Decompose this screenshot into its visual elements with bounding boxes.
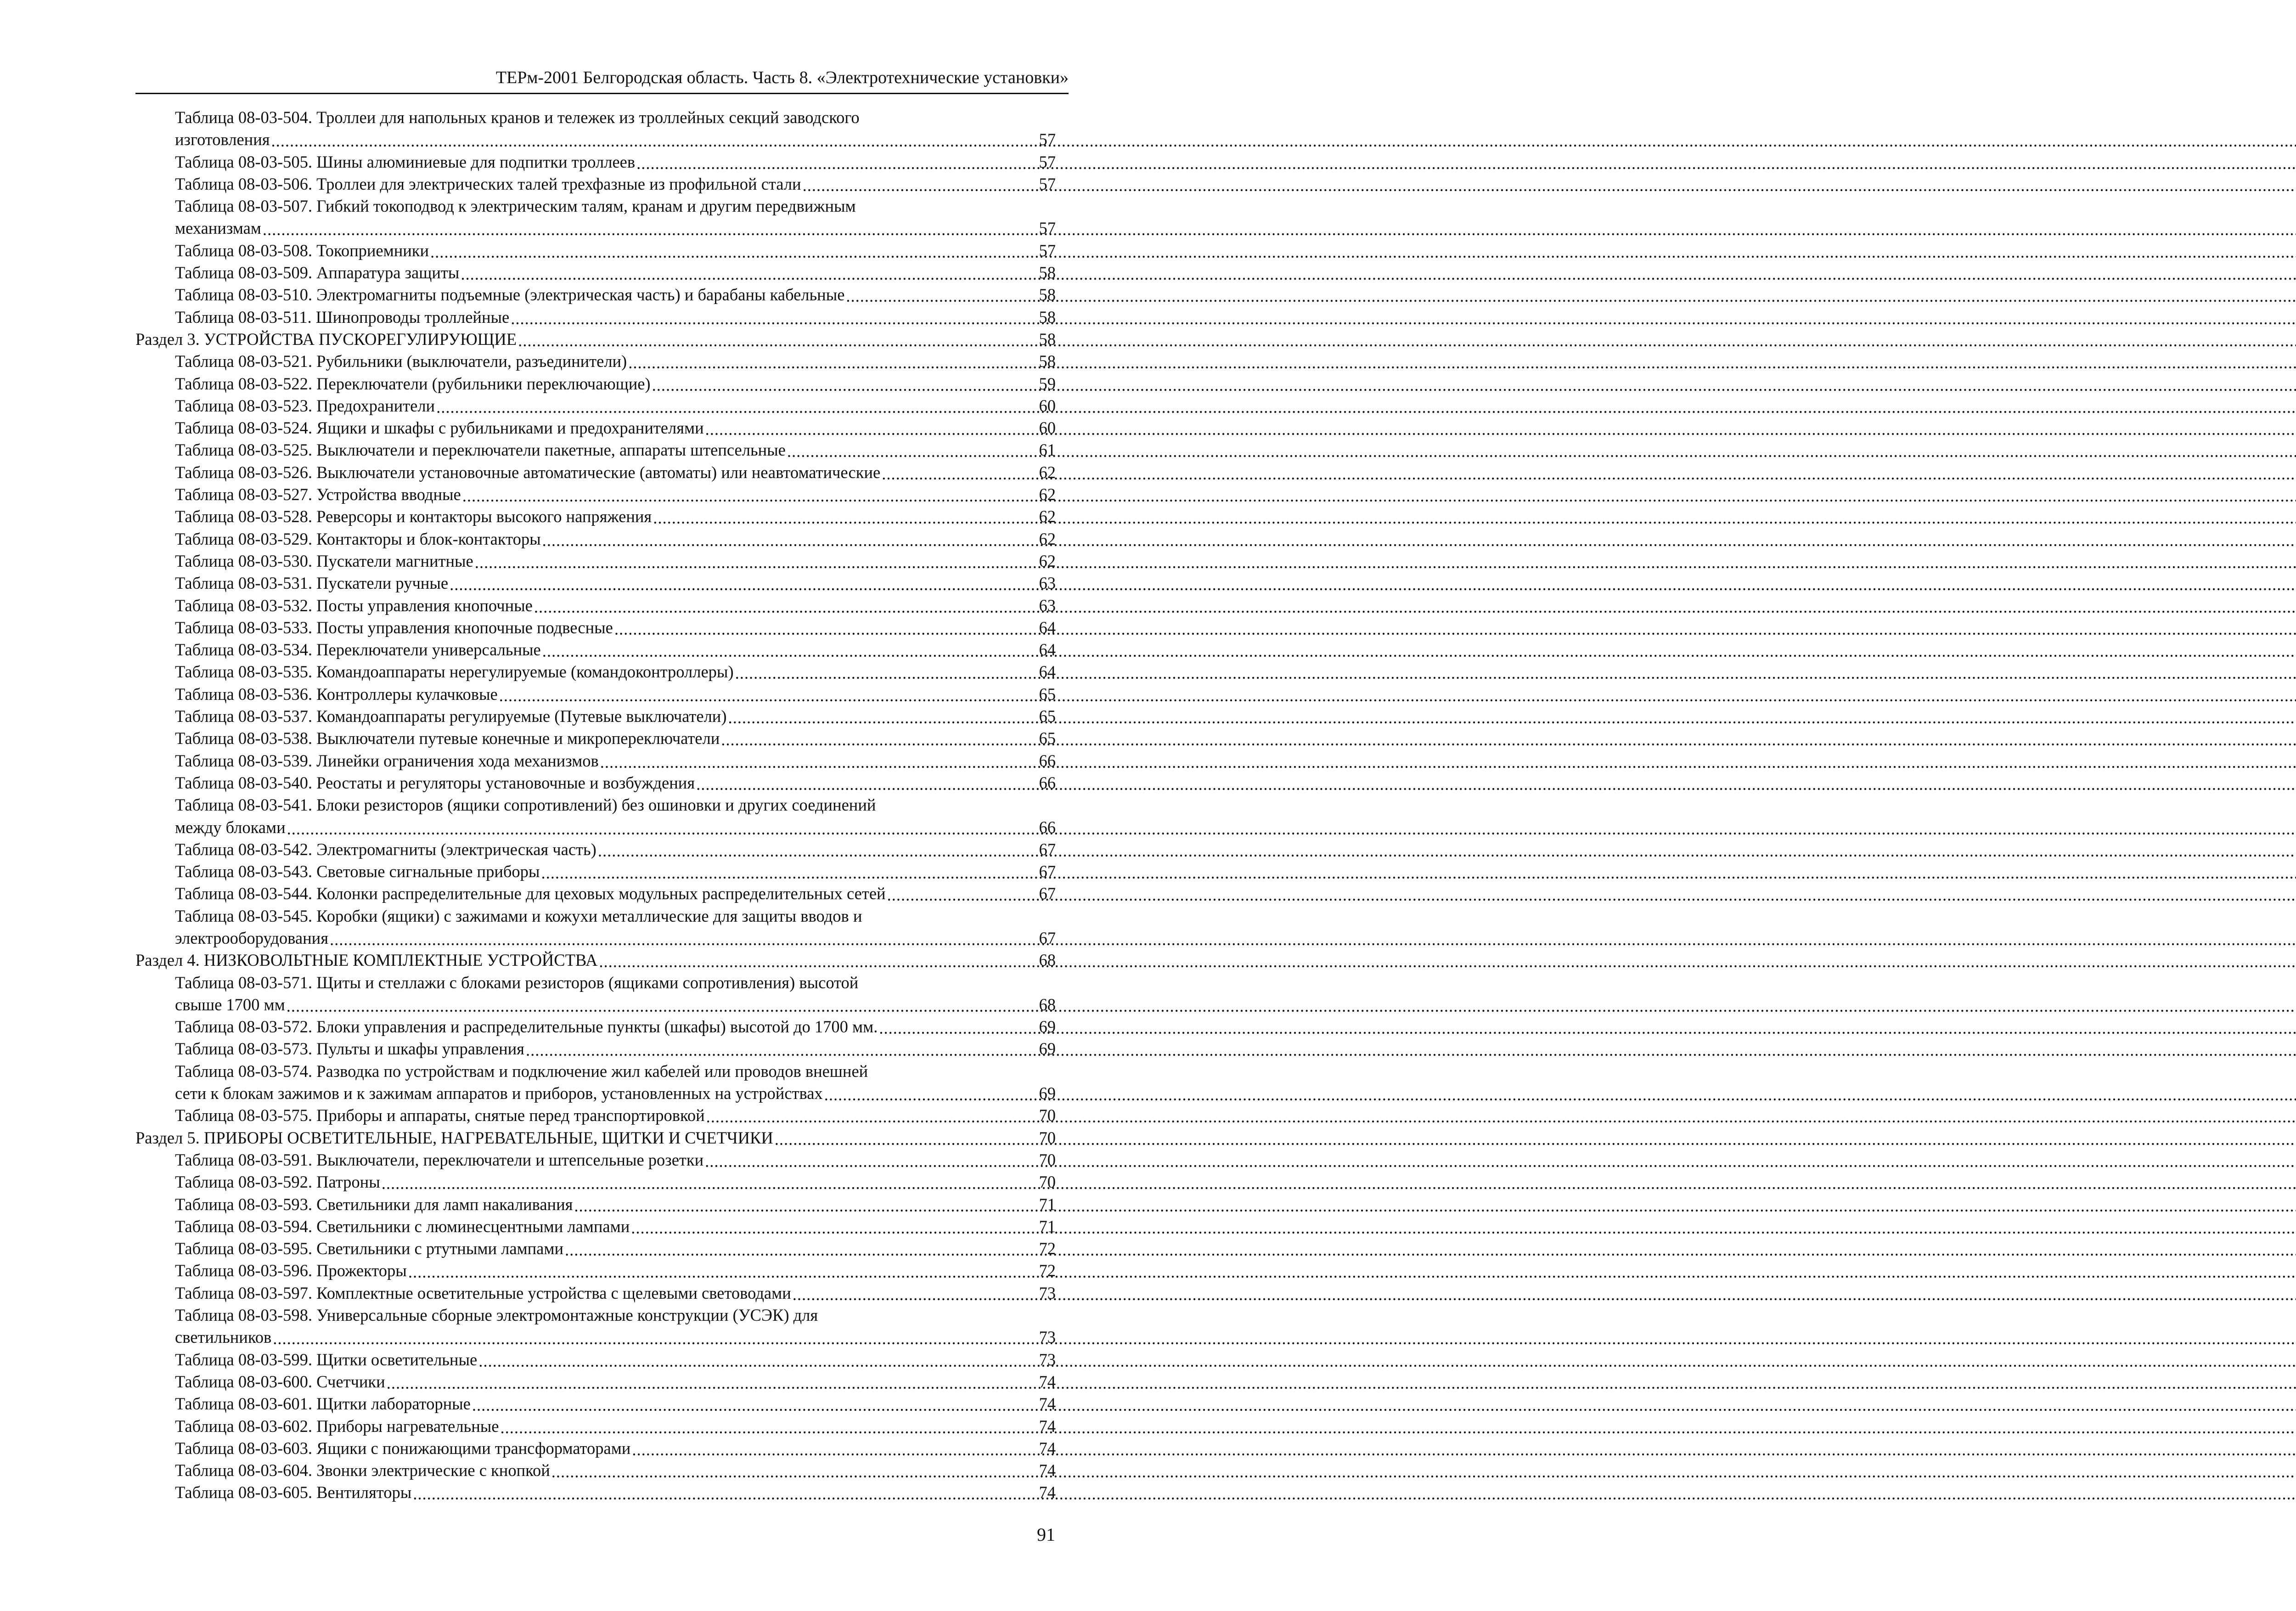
dot-leader	[387, 1372, 1038, 1389]
toc-entry-title: Раздел 4. НИЗКОВОЛЬТНЫЕ КОМПЛЕКТНЫЕ УСТРОЙСТВА	[135, 951, 598, 970]
toc-entry-continuation	[135, 817, 1056, 839]
toc-entry-page: 63	[1039, 596, 1056, 615]
toc-entry-title: Таблица 08-03-537. Командоаппараты регулируемые (Путевые выключатели)	[175, 707, 727, 726]
toc-table-entry	[135, 705, 1056, 727]
toc-entry-continuation	[135, 994, 1056, 1016]
toc-entry-continuation	[135, 927, 1056, 949]
dot-leader	[551, 1461, 1038, 1478]
dot-leader	[518, 330, 1037, 347]
dot-leader	[705, 1150, 1037, 1167]
toc-table-entry	[135, 550, 1056, 572]
dot-leader	[541, 862, 1037, 879]
toc-entry-page: 73	[1039, 1283, 1056, 1302]
toc-entry-page: 74	[1039, 1416, 1056, 1436]
toc-entry-title: Таблица 08-03-596. Прожекторы	[175, 1261, 407, 1280]
toc-section-entry	[135, 949, 1056, 971]
toc-entry-title: Таблица 08-03-528. Реверсоры и контакторы высокого напряжения	[175, 507, 652, 526]
toc-entry-continuation	[135, 1326, 1056, 1348]
toc-entry-page: 70	[1039, 1150, 1056, 1169]
dot-leader	[706, 1106, 1038, 1123]
toc-entry-page: 62	[1039, 507, 1056, 526]
toc-table-entry	[135, 727, 1056, 749]
toc-entry-page: 72	[1039, 1261, 1056, 1280]
toc-entry-title: Таблица 08-03-574. Разводка по устройствам и подключение жил кабелей или проводов внешней	[175, 1061, 868, 1081]
toc-entry-page: 57	[1039, 174, 1056, 193]
toc-table-entry	[135, 1038, 1056, 1060]
toc-entry-page: 74	[1039, 1438, 1056, 1458]
toc-table-entry	[135, 350, 1056, 372]
toc-table-entry	[135, 1016, 1056, 1038]
toc-table-entry	[135, 417, 1056, 439]
toc-entry-title: Таблица 08-03-530. Пускатели магнитные	[175, 551, 473, 570]
toc-entry-title: Таблица 08-03-506. Троллеи для электрических талей трехфазные из профильной стали	[175, 174, 801, 193]
toc-entry-page: 62	[1039, 551, 1056, 570]
toc-table-entry	[135, 484, 1056, 506]
dot-leader	[542, 529, 1038, 546]
toc-entry-title: между блоками	[175, 817, 286, 837]
toc-entry-title: Таблица 08-03-575. Приборы и аппараты, снятые перед транспортировкой	[175, 1106, 705, 1125]
toc-table-entry	[135, 528, 1056, 550]
dot-leader	[472, 1394, 1038, 1411]
toc-table-entry	[135, 617, 1056, 639]
toc-entry-title: Таблица 08-03-573. Пульты и шкафы управления	[175, 1039, 524, 1059]
toc-entry-title: Таблица 08-03-510. Электромагниты подъемные (электрическая часть) и барабаны кабельные	[175, 285, 845, 304]
toc-entry-title: сети к блокам зажимов и к зажимам аппаратов и приборов, установленных на устройствах	[175, 1084, 823, 1103]
toc-entry-page: 70	[1039, 1172, 1056, 1192]
toc-table-entry	[135, 306, 1056, 328]
toc-table-entry	[135, 683, 1056, 705]
toc-entry-title: Таблица 08-03-504. Троллеи для напольных кранов и тележек из троллейных секций заводского	[175, 108, 860, 127]
toc-entry-page: 71	[1039, 1217, 1056, 1236]
toc-entry-title: Таблица 08-03-545. Коробки (ящики) с зажимами и кожухи металлические для защиты вводов и	[175, 906, 862, 925]
toc-entry-title: Раздел 5. ПРИБОРЫ ОСВЕТИТЕЛЬНЫЕ, НАГРЕВАТЕЛЬНЫЕ, ЩИТКИ И СЧЕТЧИКИ	[135, 1128, 773, 1147]
toc-entry-page: 74	[1039, 1372, 1056, 1391]
toc-entry-page: 67	[1039, 862, 1056, 881]
toc-entry-page: 70	[1039, 1128, 1056, 1147]
toc-table-entry	[135, 1481, 1056, 1504]
toc-table-entry	[135, 1104, 1056, 1127]
toc-table-entry	[135, 439, 1056, 461]
dot-leader	[462, 485, 1038, 502]
dot-leader	[846, 285, 1037, 302]
toc-entry-title: Таблица 08-03-526. Выключатели установочные автоматические (автоматы) или неавтоматические	[175, 462, 881, 482]
toc-entry-page: 58	[1039, 352, 1056, 371]
toc-table-entry	[135, 1459, 1056, 1481]
toc-entry-title: Таблица 08-03-534. Переключатели универсальные	[175, 640, 541, 659]
toc-entry-page: 62	[1039, 462, 1056, 482]
toc-entry-title: Таблица 08-03-593. Светильники для ламп накаливания	[175, 1194, 573, 1214]
toc-section-entry	[135, 1127, 1056, 1149]
toc-entry-title: свыше 1700 мм	[175, 995, 285, 1014]
toc-table-entry	[135, 883, 1056, 905]
dot-leader	[705, 418, 1038, 435]
toc-table-entry	[135, 595, 1056, 617]
toc-entry-page: 69	[1039, 1017, 1056, 1036]
toc-entry-page: 57	[1039, 130, 1056, 149]
toc-table-entry	[135, 1171, 1056, 1193]
toc-entry-title: Таблица 08-03-541. Блоки резисторов (ящики сопротивлений) без ошиновки и других соединений	[175, 795, 876, 815]
toc-table-entry	[135, 284, 1056, 306]
dot-leader	[803, 175, 1038, 192]
toc-entry-page: 61	[1039, 440, 1056, 460]
toc-table-entry	[135, 772, 1056, 794]
toc-entry-title: Таблица 08-03-595. Светильники с ртутными лампами	[175, 1239, 563, 1258]
toc-entry-page: 65	[1039, 684, 1056, 704]
toc-entry-title: Таблица 08-03-505. Шины алюминиевые для подпитки троллеев	[175, 152, 636, 171]
dot-leader	[636, 152, 1037, 169]
toc-table-entry	[135, 1371, 1056, 1393]
dot-leader	[500, 1417, 1037, 1434]
toc-entry-title: Раздел 3. УСТРОЙСТВА ПУСКОРЕГУЛИРУЮЩИЕ	[135, 329, 517, 349]
dot-leader	[287, 995, 1038, 1012]
dot-leader	[436, 396, 1037, 413]
dot-leader	[775, 1128, 1038, 1145]
dot-leader	[271, 130, 1038, 147]
toc-entry-page: 64	[1039, 618, 1056, 637]
toc-entry-title: Таблица 08-03-572. Блоки управления и распределительные пункты (шкафы) высотой до 1700 мм.	[175, 1017, 878, 1036]
toc-table-entry	[135, 1349, 1056, 1371]
dot-leader	[600, 751, 1038, 768]
toc-entry-title: светильников	[175, 1328, 272, 1347]
toc-table-entry	[135, 240, 1056, 262]
toc-entry-title: Таблица 08-03-535. Командоаппараты нерегулируемые (командоконтроллеры)	[175, 662, 734, 682]
toc-entry-title: электрооборудования	[175, 928, 328, 947]
toc-entry-page: 67	[1039, 839, 1056, 859]
dot-leader	[461, 263, 1037, 280]
toc-entry-title: Таблица 08-03-522. Переключатели (рубильники переключающие)	[175, 374, 651, 393]
dot-leader	[631, 1217, 1037, 1234]
dot-leader	[696, 773, 1037, 790]
toc-table-entry	[135, 639, 1056, 661]
toc-entry-page: 66	[1039, 773, 1056, 792]
dot-leader	[599, 951, 1037, 968]
toc-entry-title: Таблица 08-03-509. Аппаратура защиты	[175, 263, 460, 282]
toc-entry-continuation	[135, 1082, 1056, 1104]
toc-entry-page: 73	[1039, 1328, 1056, 1347]
toc-entry-page: 64	[1039, 662, 1056, 682]
toc-entry-title: Таблица 08-03-536. Контроллеры кулачковые	[175, 684, 498, 704]
dot-leader	[534, 596, 1038, 613]
toc-entry-title: Таблица 08-03-540. Реостаты и регуляторы установочные и возбуждения	[175, 773, 695, 792]
toc-entry-page: 63	[1039, 574, 1056, 593]
toc-table-entry	[135, 462, 1056, 484]
toc-entry-page: 58	[1039, 285, 1056, 304]
toc-table-entry	[135, 839, 1056, 861]
toc-entry-title: Таблица 08-03-598. Универсальные сборные электромонтажные конструкции (УСЭК) для	[175, 1306, 818, 1325]
dot-leader	[614, 618, 1038, 635]
toc-entry-title: Таблица 08-03-533. Посты управления кнопочные подвесные	[175, 618, 613, 637]
toc-entry-title: Таблица 08-03-507. Гибкий токоподвод к электрическим талям, кранам и другим передвижным	[175, 197, 856, 216]
toc-entry-page: 68	[1039, 995, 1056, 1014]
toc-entry-title: изготовления	[175, 130, 270, 149]
toc-entry-title: Таблица 08-03-543. Световые сигнальные приборы	[175, 862, 540, 881]
toc-entry-page: 74	[1039, 1483, 1056, 1502]
toc-table-entry	[135, 905, 1056, 927]
dot-leader	[499, 685, 1038, 702]
dot-leader	[887, 884, 1038, 901]
dot-leader	[574, 1195, 1037, 1212]
toc-entry-continuation	[135, 217, 1056, 239]
toc-entry-title: Таблица 08-03-532. Посты управления кнопочные	[175, 596, 533, 615]
toc-table-entry	[135, 151, 1056, 173]
toc-table-entry	[135, 373, 1056, 395]
dot-leader	[511, 308, 1037, 325]
dot-leader	[287, 818, 1038, 835]
toc-entry-title: Таблица 08-03-538. Выключатели путевые конечные и микропереключатели	[175, 729, 720, 748]
toc-entry-title: Таблица 08-03-508. Токоприемники	[175, 241, 429, 260]
dot-leader	[413, 1483, 1037, 1500]
toc-table-entry	[135, 395, 1056, 417]
toc-entry-page: 65	[1039, 707, 1056, 726]
toc-entry-title: Таблица 08-03-604. Звонки электрические с кнопкой	[175, 1461, 550, 1480]
toc-entry-page: 66	[1039, 751, 1056, 770]
toc-table-entry	[135, 1238, 1056, 1260]
toc-entry-page: 62	[1039, 485, 1056, 504]
toc-entry-title: Таблица 08-03-592. Патроны	[175, 1172, 380, 1192]
toc-entry-page: 65	[1039, 729, 1056, 748]
toc-entry-title: Таблица 08-03-571. Щиты и стеллажи с блоками резисторов (ящиками сопротивления) высотой	[175, 973, 859, 992]
toc-entry-page: 66	[1039, 817, 1056, 837]
dot-leader	[330, 929, 1038, 946]
toc-entry-page: 64	[1039, 640, 1056, 659]
toc-table-entry	[135, 750, 1056, 772]
page-number: 91	[1037, 1524, 1055, 1545]
toc-entry-title: Таблица 08-03-597. Комплектные осветительные устройства с щелевыми световодами	[175, 1283, 791, 1302]
dot-leader	[273, 1328, 1037, 1345]
toc-table-entry	[135, 1216, 1056, 1238]
toc-entry-page: 57	[1039, 152, 1056, 171]
dot-leader	[735, 662, 1038, 679]
toc-entry-continuation	[135, 129, 1056, 151]
toc-entry-title: Таблица 08-03-603. Ящики с понижающими трансформаторами	[175, 1438, 631, 1458]
table-of-contents	[135, 107, 1056, 1504]
toc-entry-title: Таблица 08-03-525. Выключатели и переключатели пакетные, аппараты штепсельные	[175, 440, 786, 460]
toc-table-entry	[135, 1060, 1056, 1082]
toc-entry-title: Таблица 08-03-601. Щитки лабораторные	[175, 1394, 471, 1414]
toc-entry-title: Таблица 08-03-542. Электромагниты (электрическая часть)	[175, 839, 597, 859]
toc-entry-page: 58	[1039, 329, 1056, 349]
toc-entry-title: Таблица 08-03-544. Колонки распределительные для цеховых модульных распределительных сетей	[175, 884, 886, 903]
toc-entry-page: 69	[1039, 1039, 1056, 1059]
toc-section-entry	[135, 328, 1056, 350]
dot-leader	[408, 1261, 1038, 1278]
dot-leader	[263, 219, 1038, 236]
dot-leader	[526, 1039, 1038, 1056]
toc-table-entry	[135, 262, 1056, 284]
dot-leader	[793, 1284, 1038, 1301]
toc-entry-page: 58	[1039, 263, 1056, 282]
toc-entry-page: 69	[1039, 1084, 1056, 1103]
toc-table-entry	[135, 1415, 1056, 1437]
toc-entry-page: 74	[1039, 1461, 1056, 1480]
dot-leader	[728, 707, 1038, 724]
toc-table-entry	[135, 794, 1056, 816]
toc-entry-page: 60	[1039, 418, 1056, 438]
toc-table-entry	[135, 1437, 1056, 1459]
toc-entry-title: Таблица 08-03-605. Вентиляторы	[175, 1483, 412, 1502]
toc-entry-title: Таблица 08-03-599. Щитки осветительные	[175, 1350, 478, 1369]
dot-leader	[450, 574, 1037, 591]
toc-entry-title: Таблица 08-03-600. Счетчики	[175, 1372, 385, 1391]
dot-leader	[879, 1017, 1037, 1034]
dot-leader	[542, 640, 1038, 657]
toc-entry-page: 70	[1039, 1106, 1056, 1125]
toc-table-entry	[135, 107, 1056, 129]
toc-entry-title: Таблица 08-03-602. Приборы нагревательные	[175, 1416, 499, 1436]
dot-leader	[652, 374, 1038, 391]
dot-leader	[628, 352, 1037, 369]
dot-leader	[598, 840, 1038, 857]
toc-table-entry	[135, 173, 1056, 195]
toc-table-entry	[135, 1304, 1056, 1326]
toc-entry-title: Таблица 08-03-521. Рубильники (выключатели, разъединители)	[175, 352, 627, 371]
toc-entry-page: 58	[1039, 307, 1056, 327]
toc-entry-page: 57	[1039, 219, 1056, 238]
toc-entry-page: 67	[1039, 884, 1056, 903]
toc-entry-page: 72	[1039, 1239, 1056, 1258]
dot-leader	[382, 1172, 1038, 1189]
toc-entry-page: 73	[1039, 1350, 1056, 1369]
dot-leader	[430, 241, 1037, 258]
toc-table-entry	[135, 195, 1056, 217]
toc-table-entry	[135, 661, 1056, 683]
header-divider	[135, 93, 1069, 94]
dot-leader	[824, 1084, 1038, 1101]
toc-entry-title: Таблица 08-03-527. Устройства вводные	[175, 485, 461, 504]
toc-entry-title: Таблица 08-03-523. Предохранители	[175, 396, 435, 415]
toc-entry-title: Таблица 08-03-531. Пускатели ручные	[175, 574, 449, 593]
toc-entry-title: Таблица 08-03-539. Линейки ограничения хода механизмов	[175, 751, 599, 770]
dot-leader	[653, 507, 1037, 524]
dot-leader	[478, 1350, 1037, 1367]
toc-table-entry	[135, 861, 1056, 883]
toc-entry-title: Таблица 08-03-529. Контакторы и блок-контакторы	[175, 529, 541, 548]
toc-entry-title: Таблица 08-03-594. Светильники с люминесцентными лампами	[175, 1217, 630, 1236]
dot-leader	[632, 1439, 1037, 1456]
toc-entry-page: 74	[1039, 1394, 1056, 1414]
toc-entry-title: Таблица 08-03-524. Ящики и шкафы с рубильниками и предохранителями	[175, 418, 704, 438]
toc-table-entry	[135, 1393, 1056, 1415]
dot-leader	[565, 1239, 1038, 1256]
toc-entry-title: Таблица 08-03-591. Выключатели, переключатели и штепсельные розетки	[175, 1150, 704, 1169]
dot-leader	[475, 552, 1038, 569]
dot-leader	[787, 440, 1038, 457]
toc-table-entry	[135, 506, 1056, 528]
toc-entry-title: механизмам	[175, 219, 261, 238]
toc-table-entry	[135, 572, 1056, 594]
running-header: ТЕРм-2001 Белгородская область. Часть 8. «Электротехнические установки»	[495, 68, 1069, 87]
dot-leader	[882, 463, 1037, 480]
toc-table-entry	[135, 1149, 1056, 1171]
toc-entry-page: 68	[1039, 951, 1056, 970]
toc-entry-page: 57	[1039, 241, 1056, 260]
toc-entry-page: 71	[1039, 1194, 1056, 1214]
toc-table-entry	[135, 1260, 1056, 1282]
toc-entry-page: 62	[1039, 529, 1056, 548]
toc-entry-page: 67	[1039, 928, 1056, 947]
toc-entry-page: 59	[1039, 374, 1056, 393]
toc-table-entry	[135, 972, 1056, 994]
toc-entry-title: Таблица 08-03-511. Шинопроводы троллейные	[175, 307, 510, 327]
toc-table-entry	[135, 1194, 1056, 1216]
toc-entry-page: 60	[1039, 396, 1056, 415]
toc-table-entry	[135, 1282, 1056, 1304]
dot-leader	[721, 729, 1037, 746]
